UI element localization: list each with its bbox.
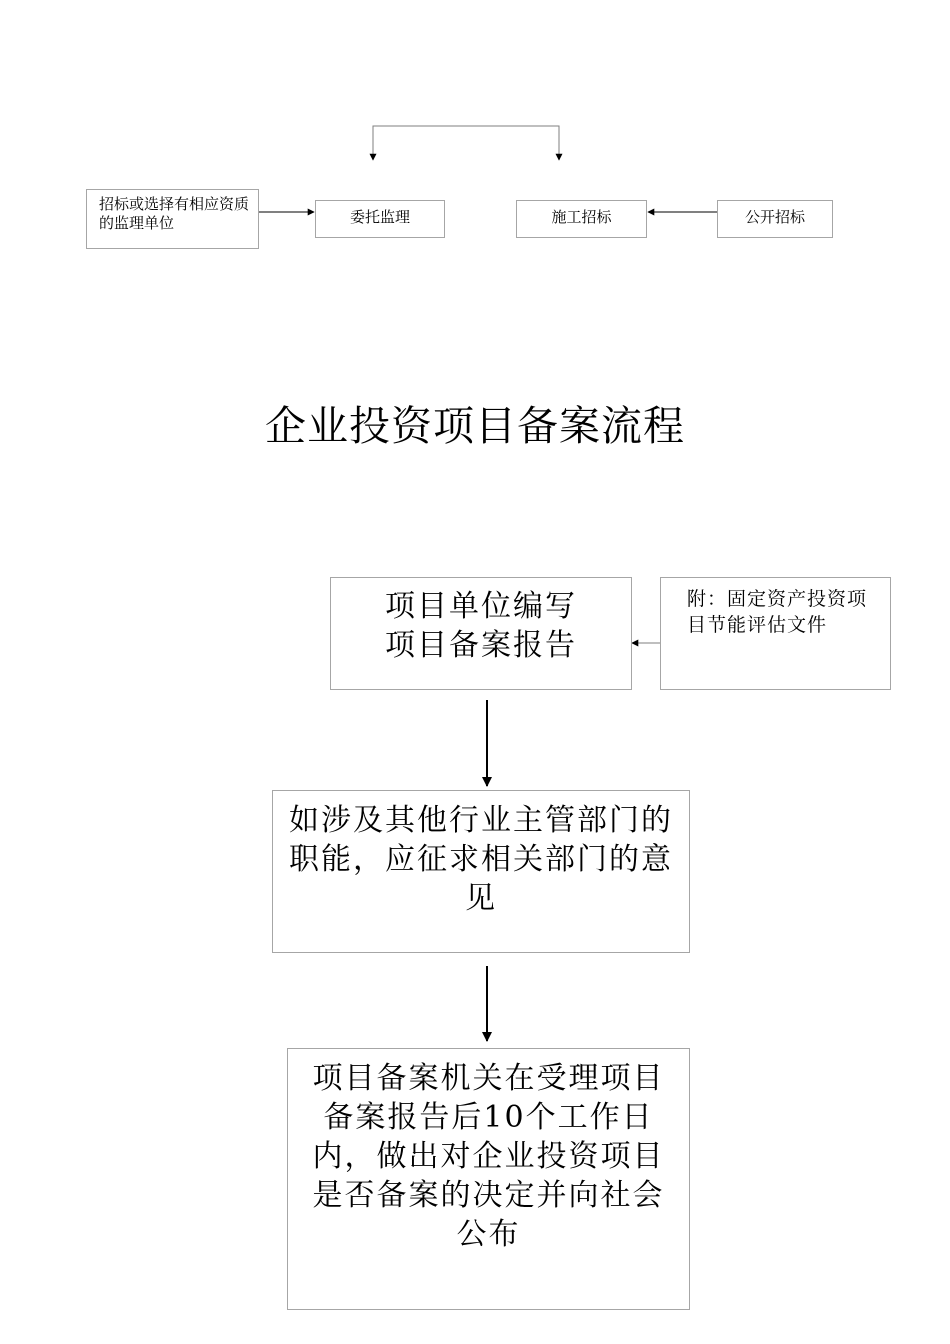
entrust-supervision-box xyxy=(315,200,445,238)
step2-box xyxy=(272,790,690,953)
select-supervisor-text: 招标或选择有相应资质的监理单位 xyxy=(99,195,250,232)
step1-text: 项目单位编写项目备案报告 xyxy=(385,589,577,663)
step3-box xyxy=(287,1048,690,1310)
construction-bidding-text: 施工招标 xyxy=(551,208,612,226)
page-title: 企业投资项目备案流程 xyxy=(265,402,685,450)
attachment-box xyxy=(660,577,891,690)
attachment-text: 附：固定资产投资项目节能评估文件 xyxy=(687,588,868,636)
step1-box xyxy=(330,577,632,690)
construction-bidding-box xyxy=(516,200,647,238)
public-bidding-text: 公开招标 xyxy=(744,208,805,226)
select-supervisor-box xyxy=(86,189,259,249)
step2-text: 如涉及其他行业主管部门的职能，应征求相关部门的意见 xyxy=(289,803,673,916)
entrust-supervision-text: 委托监理 xyxy=(349,208,410,226)
step3-text: 项目备案机关在受理项目备案报告后10个工作日内，做出对企业投资项目是否备案的决定并向社会公布 xyxy=(312,1061,665,1252)
public-bidding-box xyxy=(717,200,833,238)
split-bracket-line xyxy=(373,126,559,160)
